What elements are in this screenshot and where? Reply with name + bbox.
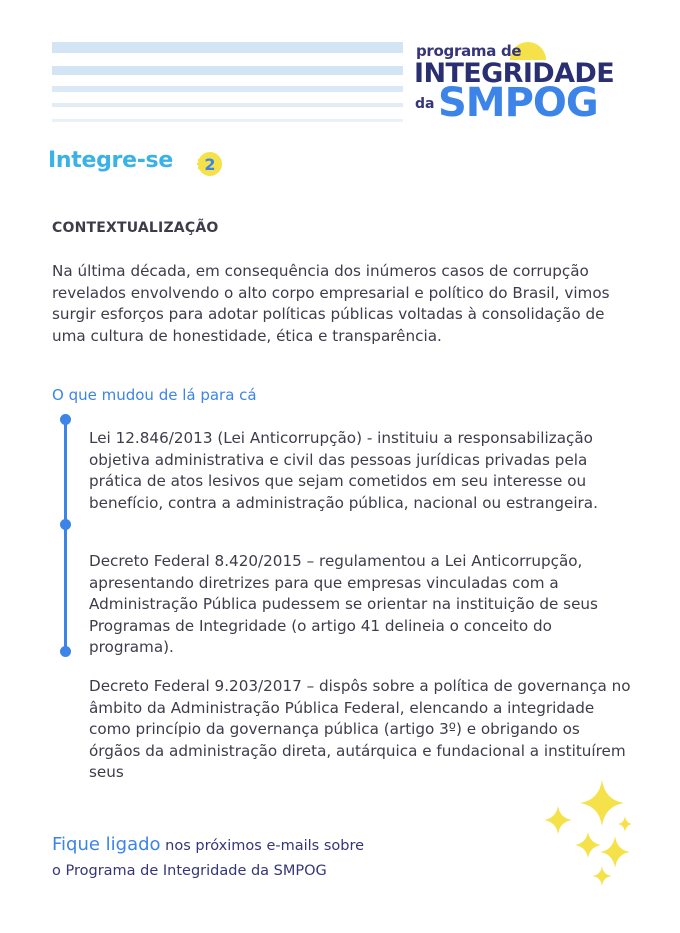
number-badge-icon [195, 150, 223, 178]
brand-title: Integre-se [48, 148, 173, 173]
timeline-dot [60, 519, 71, 530]
logo-line-3-prefix: da [415, 96, 435, 112]
section-heading: CONTEXTUALIZAÇÃO [52, 220, 219, 236]
sparkles-icon [530, 776, 640, 896]
timeline-item: Lei 12.846/2013 (Lei Anticorrupção) - instituiu a responsabilização objetiva administrativa e civil das pessoas jurídicas privadas pela prática de atos lesivos que sejam cometidos em seu interesse ou benefício, contra a administração pública, nacional ou estrangeira. [89, 429, 598, 512]
header-stripe [52, 42, 403, 53]
header-stripe [52, 86, 403, 92]
header-stripe [52, 66, 403, 75]
timeline-item: Decreto Federal 8.420/2015 – regulamentou a Lei Anticorrupção, apresentando diretrizes para que empresas vinculadas com a Administração Pública pudessem se orientar na instituição de seus Programas de Integridade (o artigo 41 delineia o conceito do programa). [89, 552, 598, 656]
header-stripe [52, 103, 403, 107]
timeline-dot [60, 646, 71, 657]
timeline-dot [60, 414, 71, 425]
footer-text-line-2: o Programa de Integridade da SMPOG [52, 863, 327, 879]
newsletter-brand [48, 148, 216, 180]
footer-text-line-1: nos próximos e-mails sobre [160, 838, 365, 854]
program-logo [412, 38, 642, 128]
header-stripe [52, 119, 403, 122]
timeline-line [64, 419, 67, 653]
logo-line-3: SMPOG [438, 80, 598, 126]
intro-paragraph: Na última década, em consequência dos inúmeros casos de corrupção revelados envolvendo o alto corpo empresarial e político do Brasil, vimos surgir esforços para adotar políticas públicas voltadas à consolidação de uma cultura de honestidade, ética e transparência. [52, 262, 610, 345]
logo-line-1: programa de [416, 42, 522, 60]
timeline-item: Decreto Federal 9.203/2017 – dispôs sobre a política de governança no âmbito da Administração Pública Federal, elencando a integridade como princípio da governança pública (artigo 3º) e obrigando os órgãos da administração direta, autárquica e fundacional a instituírem seus [89, 677, 631, 781]
footer-accent: Fique ligado [52, 834, 161, 855]
footer-note [52, 833, 472, 883]
badge-number: 2 [204, 155, 216, 174]
logo-line-2: INTEGRIDADE [414, 58, 615, 89]
timeline-subheading: O que mudou de lá para cá [52, 386, 257, 404]
